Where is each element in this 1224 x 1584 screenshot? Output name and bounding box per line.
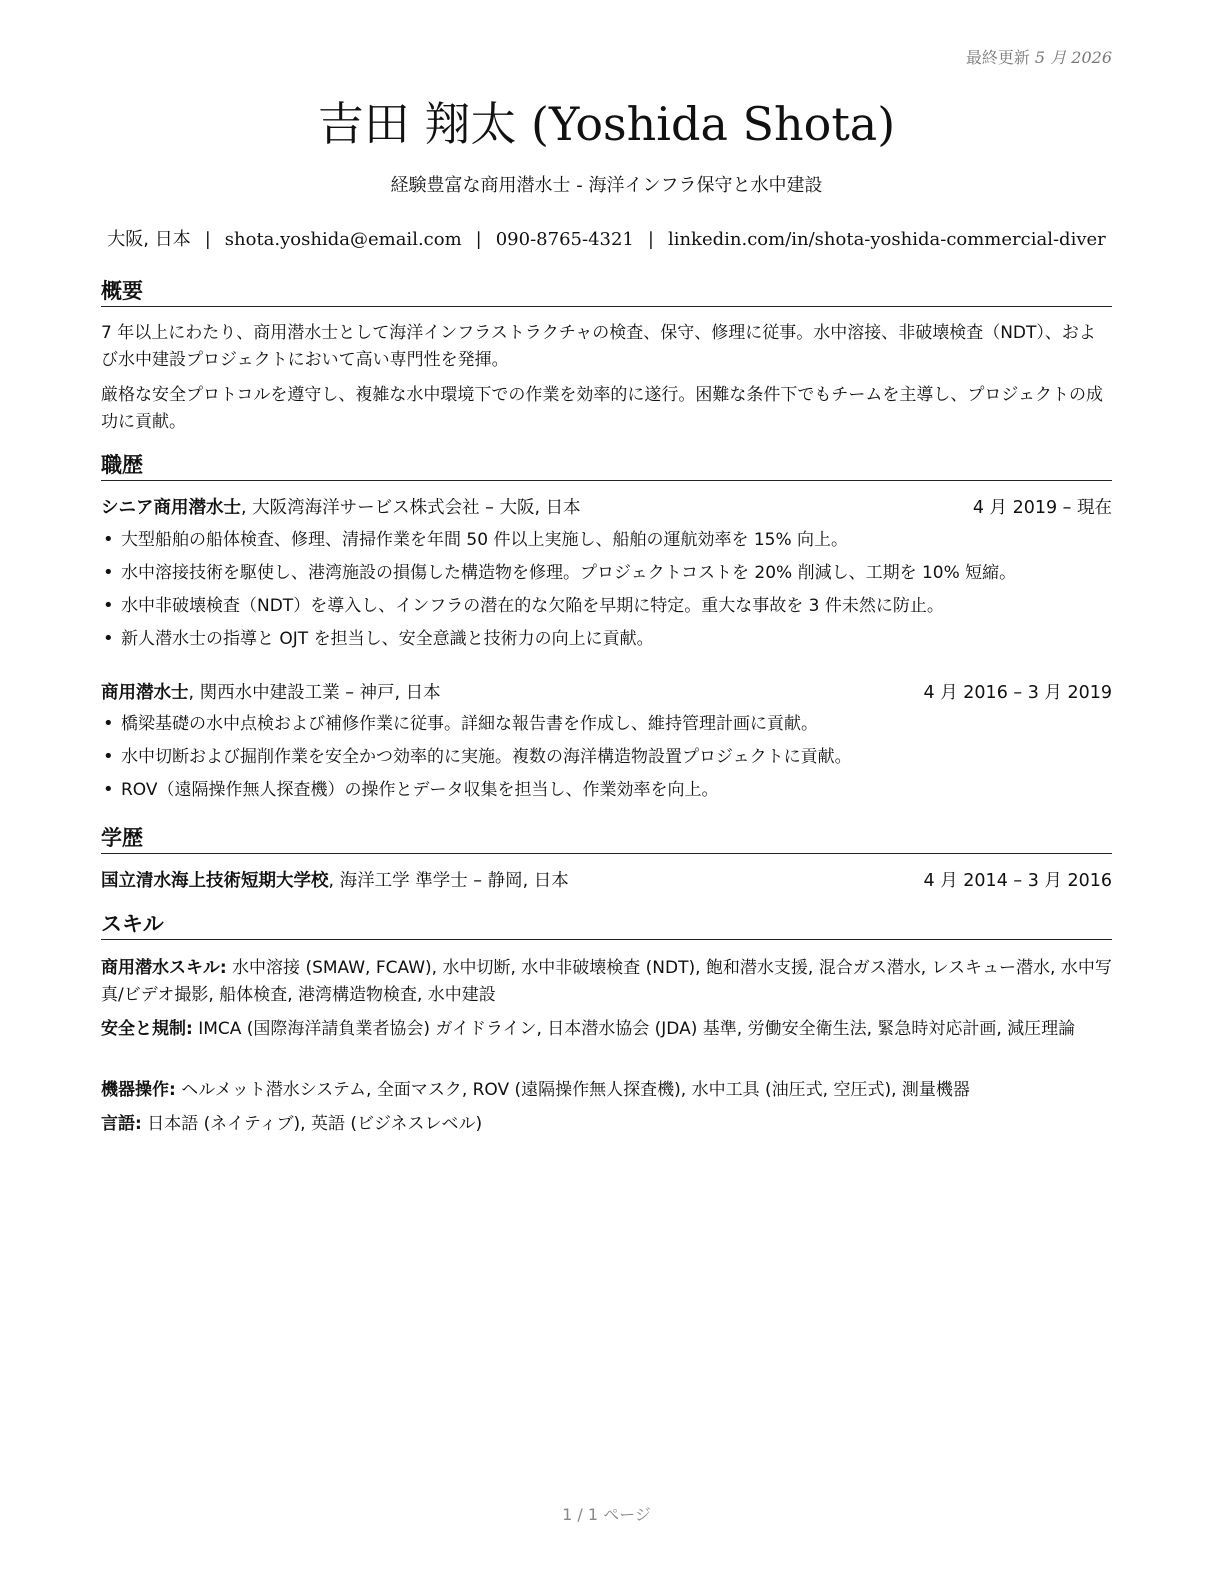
skills-heading: スキル <box>101 911 1112 940</box>
job-bullets <box>101 712 1112 811</box>
last-updated <box>966 45 1112 68</box>
last-updated-prefix: 最終更新 <box>965 48 1030 67</box>
job-dates: 4 月 2016 – 3 月 2019 <box>923 683 1112 703</box>
job-title: 商用潜水士 <box>101 683 189 703</box>
list-item: • 橋梁基礎の水中点検および補修作業に従事。詳細な報告書を作成し、維持管理計画に貢献。 <box>101 712 1112 745</box>
job-title-line <box>101 681 441 705</box>
education-dates: 4 月 2014 – 3 月 2016 <box>923 871 1112 891</box>
job-header <box>101 496 1112 520</box>
list-item: • 新人潜水士の指導と OJT を担当し、安全意識と技術力の向上に貢献。 <box>101 627 1112 660</box>
skill-item <box>101 1111 1112 1138</box>
last-updated-date: 5 月 2026 <box>1034 48 1112 67</box>
contact-email[interactable]: shota.yoshida@email.com <box>224 229 462 250</box>
page-number: 1 / 1 ページ <box>562 1505 651 1524</box>
skill-item <box>101 1077 1112 1104</box>
education-heading: 学歴 <box>101 825 1112 854</box>
list-item: • 大型船舶の船体検査、修理、清掃作業を年間 50 件以上実施し、船舶の運航効率を 15% 向上。 <box>101 528 1112 561</box>
job-header <box>101 681 1112 705</box>
list-item: • ROV（遠隔操作無人探査機）の操作とデータ収集を担当し、作業効率を向上。 <box>101 778 1112 811</box>
summary-paragraph-1: 7 年以上にわたり、商用潜水士として海洋インフラストラクチャの検査、保守、修理に従事。水中溶接、非破壊検査（NDT）、および水中建設プロジェクトにおいて高い専門性を発揮。 <box>101 323 1096 370</box>
candidate-name: 吉田 翔太 (Yoshida Shota) <box>317 97 896 151</box>
contact-phone[interactable]: 090-8765-4321 <box>495 229 634 250</box>
resume-page <box>101 0 1112 1584</box>
contact-separator: | <box>475 229 482 250</box>
contact-linkedin[interactable]: linkedin.com/in/shota-yoshida-commercial-diver <box>667 229 1106 250</box>
contact-separator: | <box>204 229 211 250</box>
contact-line <box>101 225 1112 251</box>
skill-label: 機器操作: <box>101 1080 176 1100</box>
skill-text: IMCA (国際海洋請負業者協会) ガイドライン, 日本潜水協会 (JDA) 基準, 労働安全衛生法, 緊急時対応計画, 減圧理論 <box>192 1019 1076 1039</box>
list-item: • 水中溶接技術を駆使し、港湾施設の損傷した構造物を修理。プロジェクトコストを 20% 削減し、工期を 10% 短縮。 <box>101 561 1112 594</box>
education-school: 国立清水海上技術短期大学校 <box>101 871 329 891</box>
skill-text: ヘルメット潜水システム, 全面マスク, ROV (遠隔操作無人探査機), 水中工具 (油圧式, 空圧式), 測量機器 <box>175 1080 970 1100</box>
skill-text: 水中溶接 (SMAW, FCAW), 水中切断, 水中非破壊検査 (NDT), 飽和潜水支援, 混合ガス潜水, レスキュー潜水, 水中写真/ビデオ撮影, 船体検査, 港湾構造物検査, 水中建設 <box>101 958 1112 1005</box>
contact-separator: | <box>647 229 654 250</box>
contact-location: 大阪, 日本 <box>107 229 191 250</box>
skill-item <box>101 1016 1112 1043</box>
summary-heading: 概要 <box>101 278 1112 307</box>
job-title-line <box>101 496 581 520</box>
summary-paragraph-2: 厳格な安全プロトコルを遵守し、複雑な水中環境下での作業を効率的に遂行。困難な条件下でもチームを主導し、プロジェクトの成功に貢献。 <box>101 385 1103 432</box>
experience-heading: 職歴 <box>101 452 1112 481</box>
candidate-tagline: 経験豊富な商用潜水士 - 海洋インフラ保守と水中建設 <box>390 175 823 196</box>
education-entry <box>101 869 1112 893</box>
job-bullets <box>101 528 1112 660</box>
skill-item <box>101 955 1112 1009</box>
job-company: , 関西水中建設工業 – 神戸, 日本 <box>188 683 441 703</box>
education-degree: , 海洋工学 準学士 – 静岡, 日本 <box>328 871 569 891</box>
skill-label: 言語: <box>101 1114 142 1134</box>
skill-text: 日本語 (ネイティブ), 英語 (ビジネスレベル) <box>141 1114 483 1134</box>
education-line <box>101 869 569 893</box>
list-item: • 水中非破壊検査（NDT）を導入し、インフラの潜在的な欠陥を早期に特定。重大な事故を 3 件未然に防止。 <box>101 594 1112 627</box>
skill-label: 安全と規制: <box>101 1019 193 1039</box>
job-company: , 大阪湾海洋サービス株式会社 – 大阪, 日本 <box>241 498 581 518</box>
job-dates: 4 月 2019 – 現在 <box>972 498 1112 518</box>
job-title: シニア商用潜水士 <box>101 498 241 518</box>
list-item: • 水中切断および掘削作業を安全かつ効率的に実施。複数の海洋構造物設置プロジェクトに貢献。 <box>101 745 1112 778</box>
skill-label: 商用潜水スキル: <box>101 958 227 978</box>
